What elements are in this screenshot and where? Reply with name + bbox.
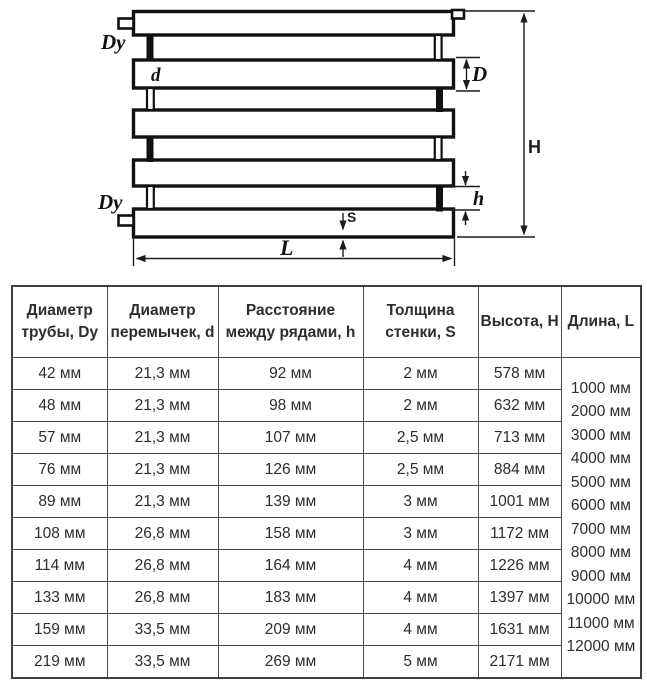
cell-h: 158 мм bbox=[218, 518, 363, 550]
cell-h: 139 мм bbox=[218, 486, 363, 518]
cell-d: 21,3 мм bbox=[107, 358, 218, 390]
inlet-stub-bottom-left bbox=[119, 216, 134, 226]
cell-lengths bbox=[561, 358, 641, 679]
cell-d: 26,8 мм bbox=[107, 550, 218, 582]
cell-d: 21,3 мм bbox=[107, 422, 218, 454]
table-row bbox=[12, 358, 641, 390]
length-option: 10000 мм bbox=[566, 591, 636, 608]
label-L: L bbox=[280, 235, 294, 260]
register-diagram bbox=[0, 0, 647, 281]
col-header-row-spacing: Расстояние между рядами, h bbox=[218, 286, 363, 358]
cell-dy: 42 мм bbox=[12, 358, 107, 390]
col-header-height: Высота, H bbox=[478, 286, 561, 358]
cell-height: 1631 мм bbox=[478, 614, 561, 646]
cell-height: 713 мм bbox=[478, 422, 561, 454]
pipe-row-1 bbox=[134, 12, 454, 36]
pipe-jumper-row6-right bbox=[435, 137, 442, 160]
cell-s: 4 мм bbox=[363, 614, 478, 646]
cell-d: 21,3 мм bbox=[107, 486, 218, 518]
col-header-jumper-diameter: Диаметр перемычек, d bbox=[107, 286, 218, 358]
cell-s: 2 мм bbox=[363, 358, 478, 390]
cell-h: 107 мм bbox=[218, 422, 363, 454]
cell-s: 4 мм bbox=[363, 550, 478, 582]
solid-jumper-row8-right bbox=[436, 185, 443, 212]
cell-d: 21,3 мм bbox=[107, 390, 218, 422]
table-row bbox=[12, 582, 641, 614]
table-row bbox=[12, 614, 641, 646]
pipe-row-7 bbox=[134, 160, 454, 186]
cell-d: 33,5 мм bbox=[107, 646, 218, 679]
label-d: d bbox=[151, 65, 161, 86]
cell-s: 2,5 мм bbox=[363, 454, 478, 486]
length-option: 3000 мм bbox=[570, 426, 631, 444]
table-row bbox=[12, 390, 641, 422]
table-row bbox=[12, 550, 641, 582]
pipe-jumper-row2-right bbox=[435, 35, 442, 60]
inlet-stub-top-left bbox=[119, 19, 134, 29]
cell-height: 578 мм bbox=[478, 358, 561, 390]
cell-height: 1226 мм bbox=[478, 550, 561, 582]
table-row bbox=[12, 518, 641, 550]
cell-height: 1172 мм bbox=[478, 518, 561, 550]
inlet-stub-top-right bbox=[452, 10, 464, 19]
length-option: 11000 мм bbox=[567, 614, 635, 632]
cell-dy: 133 мм bbox=[12, 582, 107, 614]
table-row bbox=[12, 486, 641, 518]
length-option: 2000 мм bbox=[570, 403, 631, 420]
pipes bbox=[134, 12, 454, 238]
pipe-row-3 bbox=[134, 60, 454, 88]
cell-dy: 219 мм bbox=[12, 646, 107, 679]
cell-s: 3 мм bbox=[363, 486, 478, 518]
length-option: 8000 мм bbox=[570, 544, 631, 561]
solid-jumper-row2-left bbox=[147, 34, 154, 62]
cell-h: 183 мм bbox=[218, 582, 363, 614]
length-option: 9000 мм bbox=[570, 567, 631, 585]
cell-dy: 48 мм bbox=[12, 390, 107, 422]
cell-s: 2 мм bbox=[363, 390, 478, 422]
dim-H bbox=[457, 11, 535, 237]
label-H: H bbox=[528, 137, 541, 157]
cell-height: 884 мм bbox=[478, 454, 561, 486]
cell-d: 26,8 мм bbox=[107, 518, 218, 550]
cell-dy: 114 мм bbox=[12, 550, 107, 582]
cell-height: 1397 мм bbox=[478, 582, 561, 614]
cell-h: 209 мм bbox=[218, 614, 363, 646]
length-option: 5000 мм bbox=[570, 473, 631, 491]
solid-jumper-row6-left bbox=[147, 136, 154, 163]
dim-L bbox=[134, 239, 455, 266]
cell-height: 2171 мм bbox=[478, 646, 561, 679]
length-option: 1000 мм bbox=[570, 379, 631, 397]
cell-s: 3 мм bbox=[363, 518, 478, 550]
length-option: 4000 мм bbox=[570, 450, 631, 467]
col-header-pipe-diameter: Диаметр трубы, Dy bbox=[12, 286, 107, 358]
cell-dy: 108 мм bbox=[12, 518, 107, 550]
cell-h: 164 мм bbox=[218, 550, 363, 582]
cell-dy: 57 мм bbox=[12, 422, 107, 454]
pipe-jumper-row4-left bbox=[147, 88, 154, 110]
cell-h: 98 мм bbox=[218, 390, 363, 422]
table-row bbox=[12, 454, 641, 486]
cell-dy: 89 мм bbox=[12, 486, 107, 518]
cell-dy: 76 мм bbox=[12, 454, 107, 486]
cell-dy: 159 мм bbox=[12, 614, 107, 646]
spec-table bbox=[11, 285, 642, 679]
label-h: h bbox=[473, 188, 485, 210]
pipe-row-9 bbox=[134, 209, 454, 237]
cell-s: 2,5 мм bbox=[363, 422, 478, 454]
cell-h: 126 мм bbox=[218, 454, 363, 486]
label-dy-top: Dy bbox=[101, 30, 126, 54]
col-header-length: Длина, L bbox=[561, 286, 641, 358]
cell-s: 4 мм bbox=[363, 582, 478, 614]
cell-d: 21,3 мм bbox=[107, 454, 218, 486]
label-dy-bottom: Dy bbox=[98, 190, 123, 214]
cell-h: 269 мм bbox=[218, 646, 363, 679]
header-row bbox=[12, 286, 641, 358]
cell-d: 33,5 мм bbox=[107, 614, 218, 646]
cell-h: 92 мм bbox=[218, 358, 363, 390]
label-D: D bbox=[472, 62, 488, 86]
label-S: S bbox=[347, 209, 357, 225]
solid-jumper-row4-right bbox=[436, 87, 443, 113]
cell-height: 632 мм bbox=[478, 390, 561, 422]
pipe-row-5 bbox=[134, 110, 454, 137]
length-option: 12000 мм bbox=[566, 638, 636, 655]
cell-s: 5 мм bbox=[363, 646, 478, 679]
pipe-jumper-row8-left bbox=[147, 186, 154, 209]
col-header-wall-thickness: Толщина стенки, S bbox=[363, 286, 478, 358]
cell-height: 1001 мм bbox=[478, 486, 561, 518]
table-row bbox=[12, 422, 641, 454]
length-option: 7000 мм bbox=[570, 520, 631, 538]
length-option: 6000 мм bbox=[570, 497, 631, 514]
table-row bbox=[12, 646, 641, 679]
cell-d: 26,8 мм bbox=[107, 582, 218, 614]
